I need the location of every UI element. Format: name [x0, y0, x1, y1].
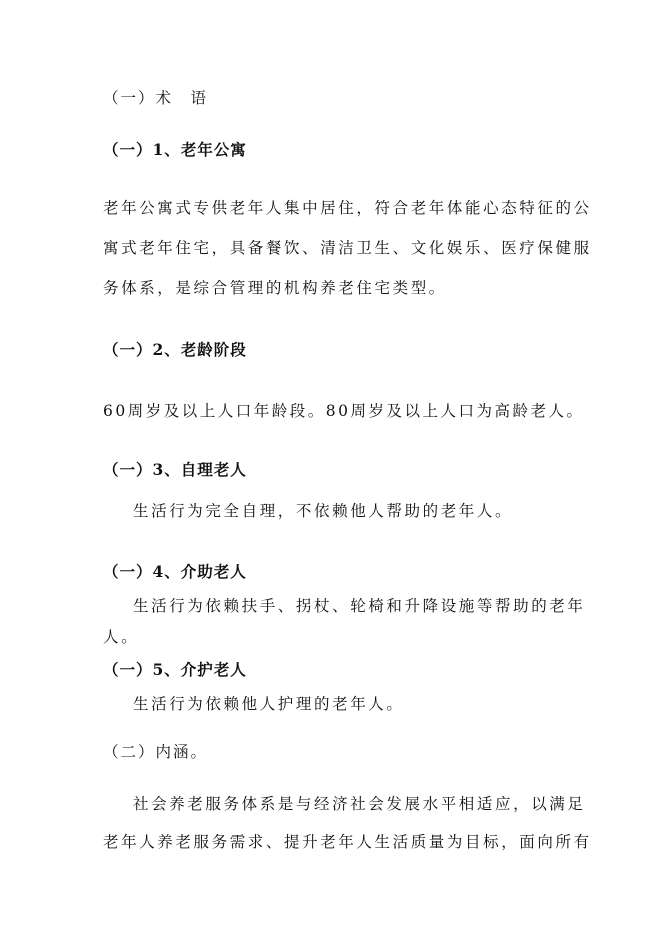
term-body-line: 寓式老年住宅，具备餐饮、清洁卫生、文化娱乐、医疗保健服 — [103, 239, 592, 257]
section-title-terms: （一）术 语 — [103, 89, 209, 107]
paragraph-line: 老年人养老服务需求、提升老年人生活质量为目标，面向所有 — [103, 833, 592, 851]
term-body-line: 老年公寓式专供老年人集中居住，符合老年体能心态特征的公 — [103, 199, 592, 217]
term-heading-self-care-elderly: （一）3、自理老人 — [103, 460, 247, 479]
term-heading-nursing-elderly: （一）5、介护老人 — [103, 660, 247, 679]
term-body-line: 人。 — [103, 628, 140, 646]
paragraph-line: 社会养老服务体系是与经济社会发展水平相适应，以满足 — [133, 795, 586, 813]
term-heading-aging-stage: （一）2、老龄阶段 — [103, 340, 247, 359]
term-body-line: 60周岁及以上人口年龄段。80周岁及以上人口为高龄老人。 — [103, 402, 585, 420]
term-body-line: 生活行为依赖他人护理的老年人。 — [133, 695, 405, 713]
term-body-line: 生活行为完全自理，不依赖他人帮助的老年人。 — [133, 502, 514, 520]
section-title-connotation: （二）内涵。 — [103, 743, 209, 761]
term-body-line: 生活行为依赖扶手、拐杖、轮椅和升降设施等帮助的老年 — [133, 597, 586, 615]
term-body-line: 务体系，是综合管理的机构养老住宅类型。 — [103, 279, 447, 297]
term-heading-senior-apartment: （一）1、老年公寓 — [103, 140, 247, 159]
term-heading-assisted-elderly: （一）4、介助老人 — [103, 562, 247, 581]
